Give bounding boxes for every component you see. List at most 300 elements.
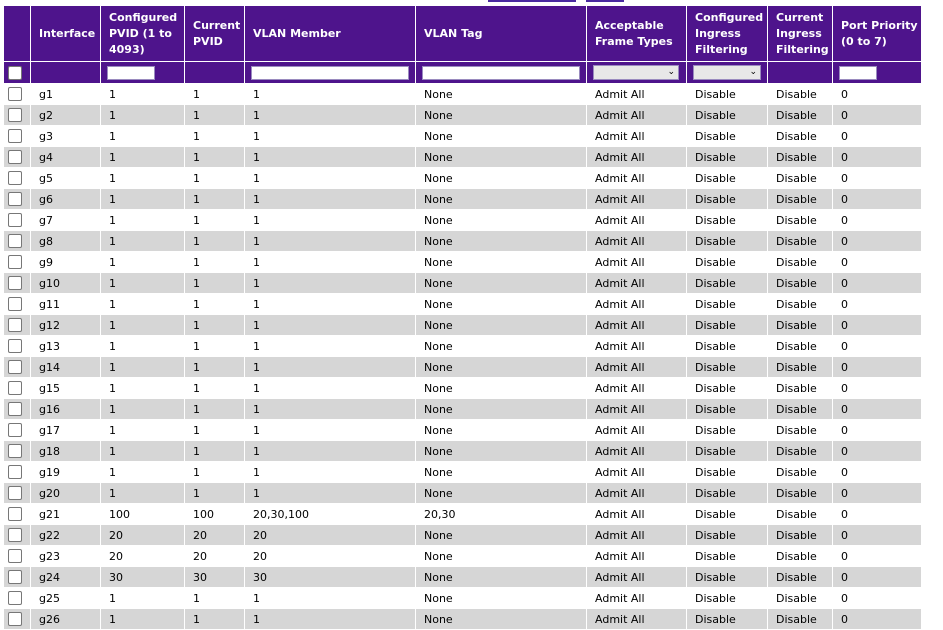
row-select-cell xyxy=(4,210,31,231)
row-select-cell xyxy=(4,588,31,609)
port-priority-cell: 0 xyxy=(833,441,922,462)
interface-cell: g16 xyxy=(31,399,101,420)
port-priority-cell: 0 xyxy=(833,105,922,126)
vlan-member-cell: 1 xyxy=(245,294,416,315)
acceptable-frame-types-cell: Admit All xyxy=(587,315,687,336)
row-checkbox[interactable] xyxy=(8,444,22,458)
configured-pvid-cell: 1 xyxy=(101,588,185,609)
current-pvid-cell: 1 xyxy=(185,483,245,504)
table-row[interactable] xyxy=(4,483,922,504)
configured-ingress-filtering-cell: Disable xyxy=(687,525,768,546)
vlan-member-cell: 1 xyxy=(245,84,416,105)
configured-pvid-cell: 1 xyxy=(101,378,185,399)
interface-cell: g19 xyxy=(31,462,101,483)
interface-cell: g9 xyxy=(31,252,101,273)
configured-pvid-cell: 30 xyxy=(101,567,185,588)
current-pvid-cell: 1 xyxy=(185,189,245,210)
row-checkbox[interactable] xyxy=(8,213,22,227)
interface-cell: g2 xyxy=(31,105,101,126)
configured-pvid-cell: 20 xyxy=(101,546,185,567)
port-priority-filter-cell xyxy=(833,62,922,84)
current-pvid-filter-cell xyxy=(185,62,245,84)
table-row[interactable] xyxy=(4,441,922,462)
port-priority-cell: 0 xyxy=(833,315,922,336)
row-select-cell xyxy=(4,399,31,420)
acceptable-frame-types-cell: Admit All xyxy=(587,378,687,399)
table-row[interactable] xyxy=(4,147,922,168)
frame-types-filter-cell xyxy=(587,62,687,84)
row-checkbox[interactable] xyxy=(8,87,22,101)
table-row[interactable] xyxy=(4,609,922,630)
vlan-tag-column-header[interactable]: VLAN Tag xyxy=(416,6,587,62)
vlan-member-cell: 1 xyxy=(245,609,416,630)
vlan-member-cell: 1 xyxy=(245,357,416,378)
current-ingress-filtering-cell: Disable xyxy=(768,588,833,609)
interface-cell: g3 xyxy=(31,126,101,147)
current-ingress-filtering-cell: Disable xyxy=(768,294,833,315)
table-row[interactable] xyxy=(4,294,922,315)
table-row[interactable] xyxy=(4,420,922,441)
configured-ingress-filtering-cell: Disable xyxy=(687,483,768,504)
configured-ingress-filtering-cell: Disable xyxy=(687,84,768,105)
interface-cell: g26 xyxy=(31,609,101,630)
configured-ingress-filtering-cell: Disable xyxy=(687,462,768,483)
table-row[interactable] xyxy=(4,567,922,588)
vlan-tag-cell: None xyxy=(416,546,587,567)
port-priority-cell: 0 xyxy=(833,210,922,231)
vlan-tag-cell: None xyxy=(416,420,587,441)
interface-cell: g14 xyxy=(31,357,101,378)
vlan-tag-cell: None xyxy=(416,252,587,273)
configured-pvid-cell: 1 xyxy=(101,399,185,420)
table-row[interactable] xyxy=(4,315,922,336)
vlan-tag-cell: None xyxy=(416,210,587,231)
row-checkbox[interactable] xyxy=(8,570,22,584)
row-select-cell xyxy=(4,168,31,189)
configured-pvid-cell: 1 xyxy=(101,609,185,630)
table-row[interactable] xyxy=(4,336,922,357)
vlan-tag-cell: None xyxy=(416,609,587,630)
acceptable-frame-types-cell: Admit All xyxy=(587,294,687,315)
current-ingress-filtering-cell: Disable xyxy=(768,504,833,525)
row-select-cell xyxy=(4,294,31,315)
port-priority-cell: 0 xyxy=(833,420,922,441)
row-select-cell xyxy=(4,504,31,525)
interface-cell: g10 xyxy=(31,273,101,294)
top-accent-bar xyxy=(0,0,943,4)
port-priority-column-header[interactable]: Port Priority (0 to 7) xyxy=(833,6,922,62)
table-row[interactable] xyxy=(4,189,922,210)
configured-pvid-cell: 1 xyxy=(101,105,185,126)
configured-ingress-filtering-cell: Disable xyxy=(687,315,768,336)
acceptable-frame-types-cell: Admit All xyxy=(587,567,687,588)
current-ingress-filter-cell xyxy=(768,62,833,84)
vlan-member-cell: 1 xyxy=(245,420,416,441)
table-row[interactable] xyxy=(4,588,922,609)
vlan-member-cell: 1 xyxy=(245,105,416,126)
configured-ingress-filtering-cell: Disable xyxy=(687,609,768,630)
acceptable-frame-types-cell: Admit All xyxy=(587,84,687,105)
acceptable-frame-types-cell: Admit All xyxy=(587,147,687,168)
configured-pvid-cell: 1 xyxy=(101,357,185,378)
port-priority-cell: 0 xyxy=(833,336,922,357)
configured-ingress-filtering-cell: Disable xyxy=(687,273,768,294)
row-checkbox[interactable] xyxy=(8,108,22,122)
row-checkbox[interactable] xyxy=(8,402,22,416)
current-ingress-filtering-cell: Disable xyxy=(768,336,833,357)
vlan-tag-cell: None xyxy=(416,336,587,357)
configured-ingress-filtering-cell: Disable xyxy=(687,336,768,357)
row-checkbox[interactable] xyxy=(8,423,22,437)
vlan-tag-cell: None xyxy=(416,399,587,420)
configured-pvid-cell: 1 xyxy=(101,441,185,462)
row-checkbox[interactable] xyxy=(8,528,22,542)
row-select-cell xyxy=(4,441,31,462)
port-priority-input[interactable] xyxy=(839,66,877,80)
current-pvid-cell: 1 xyxy=(185,252,245,273)
port-priority-cell: 0 xyxy=(833,462,922,483)
configured-ingress-filtering-cell: Disable xyxy=(687,126,768,147)
current-pvid-cell: 1 xyxy=(185,441,245,462)
current-ingress-filtering-cell: Disable xyxy=(768,483,833,504)
configured-pvid-cell: 1 xyxy=(101,231,185,252)
current-ingress-filtering-cell: Disable xyxy=(768,546,833,567)
table-row[interactable] xyxy=(4,273,922,294)
acceptable-frame-types-cell: Admit All xyxy=(587,273,687,294)
configured-ingress-filtering-column-header[interactable]: Configured Ingress Filtering xyxy=(687,6,768,62)
vlan-tag-input[interactable] xyxy=(422,66,580,80)
configured-ingress-filtering-cell: Disable xyxy=(687,147,768,168)
vlan-member-input[interactable] xyxy=(251,66,409,80)
row-checkbox[interactable] xyxy=(8,465,22,479)
acceptable-frame-types-cell: Admit All xyxy=(587,210,687,231)
interface-cell: g1 xyxy=(31,84,101,105)
current-ingress-filtering-cell: Disable xyxy=(768,462,833,483)
table-row[interactable] xyxy=(4,252,922,273)
configured-ingress-filtering-cell: Disable xyxy=(687,441,768,462)
row-checkbox[interactable] xyxy=(8,360,22,374)
current-pvid-cell: 1 xyxy=(185,420,245,441)
row-checkbox[interactable] xyxy=(8,486,22,500)
vlan-tag-filter-cell xyxy=(416,62,587,84)
port-vlan-table xyxy=(3,5,922,630)
row-checkbox[interactable] xyxy=(8,150,22,164)
vlan-tag-cell: 20,30 xyxy=(416,504,587,525)
current-pvid-cell: 1 xyxy=(185,357,245,378)
acceptable-frame-types-cell: Admit All xyxy=(587,336,687,357)
current-ingress-filtering-cell: Disable xyxy=(768,126,833,147)
interface-cell: g13 xyxy=(31,336,101,357)
configured-pvid-cell: 100 xyxy=(101,504,185,525)
acceptable-frame-types-column-header[interactable]: Acceptable Frame Types xyxy=(587,6,687,62)
table-row[interactable] xyxy=(4,357,922,378)
row-select-cell xyxy=(4,252,31,273)
table-row[interactable] xyxy=(4,546,922,567)
row-checkbox[interactable] xyxy=(8,234,22,248)
acceptable-frame-types-cell: Admit All xyxy=(587,399,687,420)
row-select-cell xyxy=(4,84,31,105)
filter-row xyxy=(4,62,922,84)
vlan-tag-cell: None xyxy=(416,441,587,462)
table-row[interactable] xyxy=(4,105,922,126)
interface-cell: g18 xyxy=(31,441,101,462)
row-select-cell xyxy=(4,420,31,441)
acceptable-frame-types-cell: Admit All xyxy=(587,525,687,546)
row-select-cell xyxy=(4,126,31,147)
row-checkbox[interactable] xyxy=(8,318,22,332)
current-ingress-filtering-cell: Disable xyxy=(768,189,833,210)
row-checkbox[interactable] xyxy=(8,171,22,185)
current-ingress-filtering-cell: Disable xyxy=(768,147,833,168)
current-pvid-cell: 1 xyxy=(185,105,245,126)
row-checkbox[interactable] xyxy=(8,255,22,269)
interface-cell: g7 xyxy=(31,210,101,231)
select-column-header xyxy=(4,6,31,62)
row-select-cell xyxy=(4,231,31,252)
interface-cell: g4 xyxy=(31,147,101,168)
configured-ingress-filtering-cell: Disable xyxy=(687,294,768,315)
port-priority-cell: 0 xyxy=(833,252,922,273)
row-select-cell xyxy=(4,357,31,378)
vlan-member-cell: 1 xyxy=(245,210,416,231)
configured-pvid-cell: 1 xyxy=(101,252,185,273)
port-priority-cell: 0 xyxy=(833,504,922,525)
vlan-tag-cell: None xyxy=(416,357,587,378)
vlan-member-cell: 1 xyxy=(245,588,416,609)
row-checkbox[interactable] xyxy=(8,612,22,626)
vlan-member-cell: 30 xyxy=(245,567,416,588)
current-ingress-filtering-cell: Disable xyxy=(768,168,833,189)
configured-ingress-filtering-select[interactable] xyxy=(693,65,761,80)
vlan-tag-cell: None xyxy=(416,315,587,336)
port-priority-cell: 0 xyxy=(833,84,922,105)
configured-ingress-filtering-cell: Disable xyxy=(687,420,768,441)
current-ingress-filtering-cell: Disable xyxy=(768,378,833,399)
configured-pvid-cell: 1 xyxy=(101,147,185,168)
configured-pvid-cell: 1 xyxy=(101,84,185,105)
row-checkbox[interactable] xyxy=(8,192,22,206)
row-checkbox[interactable] xyxy=(8,276,22,290)
table-row[interactable] xyxy=(4,378,922,399)
configured-pvid-cell: 1 xyxy=(101,315,185,336)
table-row[interactable] xyxy=(4,231,922,252)
interface-cell: g6 xyxy=(31,189,101,210)
current-ingress-filtering-column-header[interactable]: Current Ingress Filtering xyxy=(768,6,833,62)
current-ingress-filtering-cell: Disable xyxy=(768,609,833,630)
interface-cell: g11 xyxy=(31,294,101,315)
configured-pvid-column-header[interactable]: Configured PVID (1 to 4093) xyxy=(101,6,185,62)
configured-pvid-cell: 1 xyxy=(101,336,185,357)
vlan-member-filter-cell xyxy=(245,62,416,84)
row-select-cell xyxy=(4,336,31,357)
port-priority-cell: 0 xyxy=(833,546,922,567)
acceptable-frame-types-cell: Admit All xyxy=(587,441,687,462)
acceptable-frame-types-cell: Admit All xyxy=(587,357,687,378)
interface-cell: g24 xyxy=(31,567,101,588)
acceptable-frame-types-cell: Admit All xyxy=(587,252,687,273)
row-checkbox[interactable] xyxy=(8,297,22,311)
current-pvid-cell: 100 xyxy=(185,504,245,525)
row-checkbox[interactable] xyxy=(8,591,22,605)
table-row[interactable] xyxy=(4,399,922,420)
vlan-member-cell: 1 xyxy=(245,252,416,273)
current-ingress-filtering-cell: Disable xyxy=(768,441,833,462)
configured-pvid-input[interactable] xyxy=(107,66,155,80)
row-select-cell xyxy=(4,315,31,336)
port-priority-cell: 0 xyxy=(833,567,922,588)
configured-pvid-cell: 1 xyxy=(101,483,185,504)
current-pvid-cell: 1 xyxy=(185,147,245,168)
configured-pvid-cell: 20 xyxy=(101,525,185,546)
vlan-member-cell: 1 xyxy=(245,336,416,357)
current-pvid-cell: 1 xyxy=(185,462,245,483)
port-priority-cell: 0 xyxy=(833,588,922,609)
port-priority-cell: 0 xyxy=(833,273,922,294)
vlan-tag-cell: None xyxy=(416,525,587,546)
header-row xyxy=(4,6,922,62)
current-ingress-filtering-cell: Disable xyxy=(768,420,833,441)
acceptable-frame-types-cell: Admit All xyxy=(587,546,687,567)
row-select-cell xyxy=(4,105,31,126)
table-row[interactable] xyxy=(4,168,922,189)
vlan-tag-cell: None xyxy=(416,105,587,126)
port-priority-cell: 0 xyxy=(833,147,922,168)
configured-ingress-filtering-cell: Disable xyxy=(687,378,768,399)
port-priority-cell: 0 xyxy=(833,294,922,315)
vlan-member-cell: 1 xyxy=(245,168,416,189)
current-ingress-filtering-cell: Disable xyxy=(768,84,833,105)
current-pvid-cell: 1 xyxy=(185,126,245,147)
table-row[interactable] xyxy=(4,462,922,483)
vlan-member-cell: 1 xyxy=(245,231,416,252)
interface-cell: g17 xyxy=(31,420,101,441)
port-priority-cell: 0 xyxy=(833,483,922,504)
vlan-tag-cell: None xyxy=(416,231,587,252)
select-all-cell xyxy=(4,62,31,84)
configured-pvid-cell: 1 xyxy=(101,420,185,441)
configured-ingress-filtering-cell: Disable xyxy=(687,504,768,525)
vlan-member-cell: 20 xyxy=(245,525,416,546)
current-pvid-cell: 1 xyxy=(185,609,245,630)
current-pvid-cell: 1 xyxy=(185,588,245,609)
configured-pvid-cell: 1 xyxy=(101,189,185,210)
configured-ingress-filtering-cell: Disable xyxy=(687,252,768,273)
vlan-member-cell: 1 xyxy=(245,483,416,504)
chevron-down-icon: ⌄ xyxy=(749,67,757,77)
configured-pvid-cell: 1 xyxy=(101,294,185,315)
port-priority-cell: 0 xyxy=(833,378,922,399)
port-priority-cell: 0 xyxy=(833,168,922,189)
vlan-member-column-header[interactable]: VLAN Member xyxy=(245,6,416,62)
vlan-tag-cell: None xyxy=(416,168,587,189)
row-checkbox[interactable] xyxy=(8,507,22,521)
vlan-member-cell: 1 xyxy=(245,147,416,168)
acceptable-frame-types-cell: Admit All xyxy=(587,126,687,147)
current-pvid-column-header[interactable]: Current PVID xyxy=(185,6,245,62)
current-pvid-cell: 1 xyxy=(185,210,245,231)
interface-cell: g25 xyxy=(31,588,101,609)
table-row[interactable] xyxy=(4,210,922,231)
vlan-tag-cell: None xyxy=(416,84,587,105)
port-priority-cell: 0 xyxy=(833,399,922,420)
interface-column-header[interactable]: Interface xyxy=(31,6,101,62)
interface-filter-cell xyxy=(31,62,101,84)
interface-cell: g22 xyxy=(31,525,101,546)
acceptable-frame-types-cell: Admit All xyxy=(587,231,687,252)
configured-ingress-filtering-cell: Disable xyxy=(687,357,768,378)
current-ingress-filtering-cell: Disable xyxy=(768,105,833,126)
acceptable-frame-types-cell: Admit All xyxy=(587,462,687,483)
configured-pvid-cell: 1 xyxy=(101,126,185,147)
port-priority-cell: 0 xyxy=(833,126,922,147)
vlan-member-cell: 1 xyxy=(245,441,416,462)
current-pvid-cell: 20 xyxy=(185,546,245,567)
interface-cell: g15 xyxy=(31,378,101,399)
current-ingress-filtering-cell: Disable xyxy=(768,357,833,378)
acceptable-frame-types-cell: Admit All xyxy=(587,420,687,441)
acceptable-frame-types-cell: Admit All xyxy=(587,504,687,525)
vlan-member-cell: 1 xyxy=(245,273,416,294)
vlan-member-cell: 1 xyxy=(245,378,416,399)
vlan-member-cell: 1 xyxy=(245,126,416,147)
current-ingress-filtering-cell: Disable xyxy=(768,273,833,294)
table-row[interactable] xyxy=(4,84,922,105)
vlan-tag-cell: None xyxy=(416,294,587,315)
chevron-down-icon: ⌄ xyxy=(667,67,675,77)
row-select-cell xyxy=(4,378,31,399)
configured-ingress-filtering-cell: Disable xyxy=(687,567,768,588)
current-pvid-cell: 1 xyxy=(185,294,245,315)
vlan-tag-cell: None xyxy=(416,567,587,588)
table-row[interactable] xyxy=(4,126,922,147)
current-pvid-cell: 1 xyxy=(185,336,245,357)
acceptable-frame-types-cell: Admit All xyxy=(587,588,687,609)
configured-ingress-filter-cell xyxy=(687,62,768,84)
row-checkbox[interactable] xyxy=(8,129,22,143)
configured-ingress-filtering-cell: Disable xyxy=(687,168,768,189)
row-checkbox[interactable] xyxy=(8,381,22,395)
row-checkbox[interactable] xyxy=(8,339,22,353)
configured-ingress-filtering-cell: Disable xyxy=(687,546,768,567)
configured-ingress-filtering-cell: Disable xyxy=(687,189,768,210)
configured-pvid-cell: 1 xyxy=(101,462,185,483)
row-checkbox[interactable] xyxy=(8,549,22,563)
row-select-cell xyxy=(4,147,31,168)
vlan-tag-cell: None xyxy=(416,588,587,609)
table-row[interactable] xyxy=(4,504,922,525)
configured-ingress-filtering-cell: Disable xyxy=(687,399,768,420)
row-select-cell xyxy=(4,189,31,210)
acceptable-frame-types-cell: Admit All xyxy=(587,168,687,189)
configured-pvid-cell: 1 xyxy=(101,168,185,189)
vlan-tag-cell: None xyxy=(416,483,587,504)
port-priority-cell: 0 xyxy=(833,357,922,378)
configured-ingress-filtering-cell: Disable xyxy=(687,231,768,252)
interface-cell: g5 xyxy=(31,168,101,189)
current-pvid-cell: 30 xyxy=(185,567,245,588)
vlan-member-cell: 1 xyxy=(245,189,416,210)
current-pvid-cell: 20 xyxy=(185,525,245,546)
configured-pvid-cell: 1 xyxy=(101,210,185,231)
acceptable-frame-types-select[interactable] xyxy=(593,65,679,80)
acceptable-frame-types-cell: Admit All xyxy=(587,609,687,630)
table-row[interactable] xyxy=(4,525,922,546)
row-select-cell xyxy=(4,273,31,294)
current-pvid-cell: 1 xyxy=(185,231,245,252)
port-priority-cell: 0 xyxy=(833,525,922,546)
configured-ingress-filtering-cell: Disable xyxy=(687,105,768,126)
select-all-checkbox[interactable] xyxy=(8,66,22,80)
